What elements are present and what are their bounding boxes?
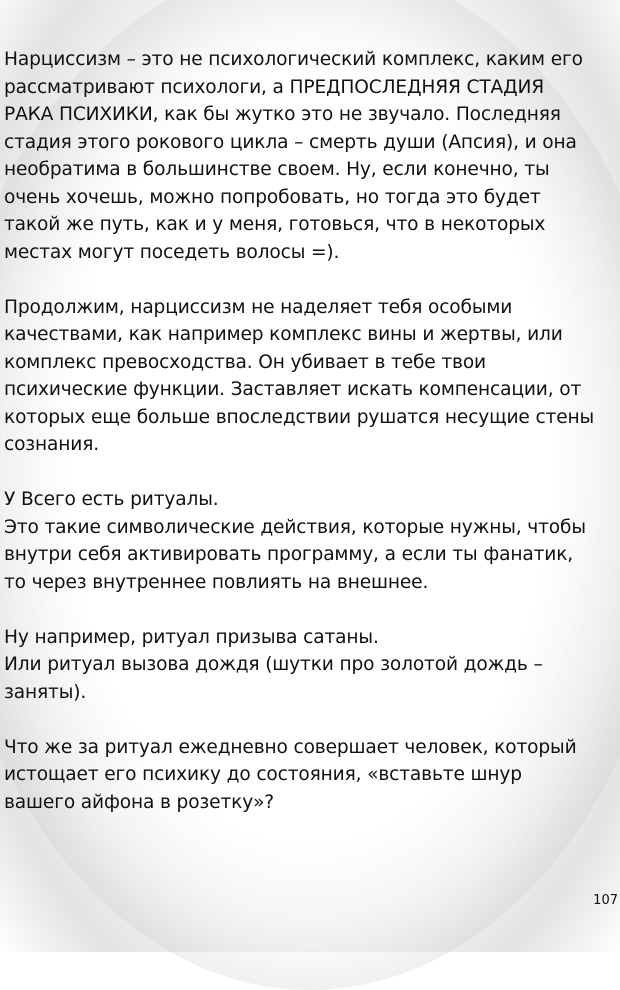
text-line: Или ритуал вызова дождя (шутки про золотой дождь – bbox=[4, 654, 543, 675]
text-line: которых еще больше впоследствии рушатся несущие стены bbox=[4, 406, 595, 428]
text-line: то через внутреннее повлиять на внешнее. bbox=[4, 571, 429, 593]
text-line: качествами, как например комплекс вины и жертвы, или bbox=[4, 324, 563, 345]
text-line: такой же путь, как и у меня, готовься, что в некоторых bbox=[4, 214, 546, 235]
paragraph bbox=[4, 46, 616, 266]
paragraph bbox=[4, 624, 616, 707]
text-line: рассматривают психологи, а ПРЕДПОСЛЕДНЯЯ СТАДИЯ bbox=[4, 76, 545, 98]
text-line: необратима в большинстве своем. Ну, если конечно, ты bbox=[4, 159, 550, 180]
paragraph-gap bbox=[4, 266, 616, 294]
text-line: психические функции. Заставляет искать компенсации, от bbox=[4, 379, 582, 400]
text-line: заняты). bbox=[4, 681, 87, 703]
text-line: очень хочешь, можно попробовать, но тогда это будет bbox=[4, 186, 541, 208]
paragraph-gap bbox=[4, 596, 616, 624]
paragraph-gap bbox=[4, 459, 616, 487]
text-line: истощает его психику до состояния, «вставьте шнур bbox=[4, 764, 522, 785]
text-line: стадия этого рокового цикла – смерть души (Апсия), и она bbox=[4, 131, 577, 153]
paragraph-gap bbox=[4, 706, 616, 734]
body-text bbox=[4, 46, 616, 816]
text-line: вашего айфона в розетку»? bbox=[4, 791, 275, 813]
page-number: 107 bbox=[593, 893, 618, 908]
paragraph bbox=[4, 486, 616, 596]
text-line: Это такие символические действия, которые нужны, чтобы bbox=[4, 516, 586, 538]
text-line: У Всего есть ритуалы. bbox=[4, 489, 219, 510]
text-line: Продолжим, нарциссизм не наделяет тебя особыми bbox=[4, 296, 513, 318]
text-line: внутри себя активировать программу, а если ты фанатик, bbox=[4, 544, 574, 565]
paragraph bbox=[4, 294, 616, 459]
text-line: комплекс превосходства. Он убивает в тебе твои bbox=[4, 351, 486, 373]
text-line: сознания. bbox=[4, 434, 100, 455]
text-line: местах могут поседеть волосы =). bbox=[4, 241, 340, 263]
paragraph bbox=[4, 734, 616, 817]
text-line: Ну например, ритуал призыва сатаны. bbox=[4, 626, 379, 648]
text-line: РАКА ПСИХИКИ, как бы жутко это не звучало. Последняя bbox=[4, 104, 561, 125]
text-line: Что же за ритуал ежедневно совершает человек, который bbox=[4, 736, 577, 758]
text-line: Нарциссизм – это не психологический комплекс, каким его bbox=[4, 49, 583, 70]
